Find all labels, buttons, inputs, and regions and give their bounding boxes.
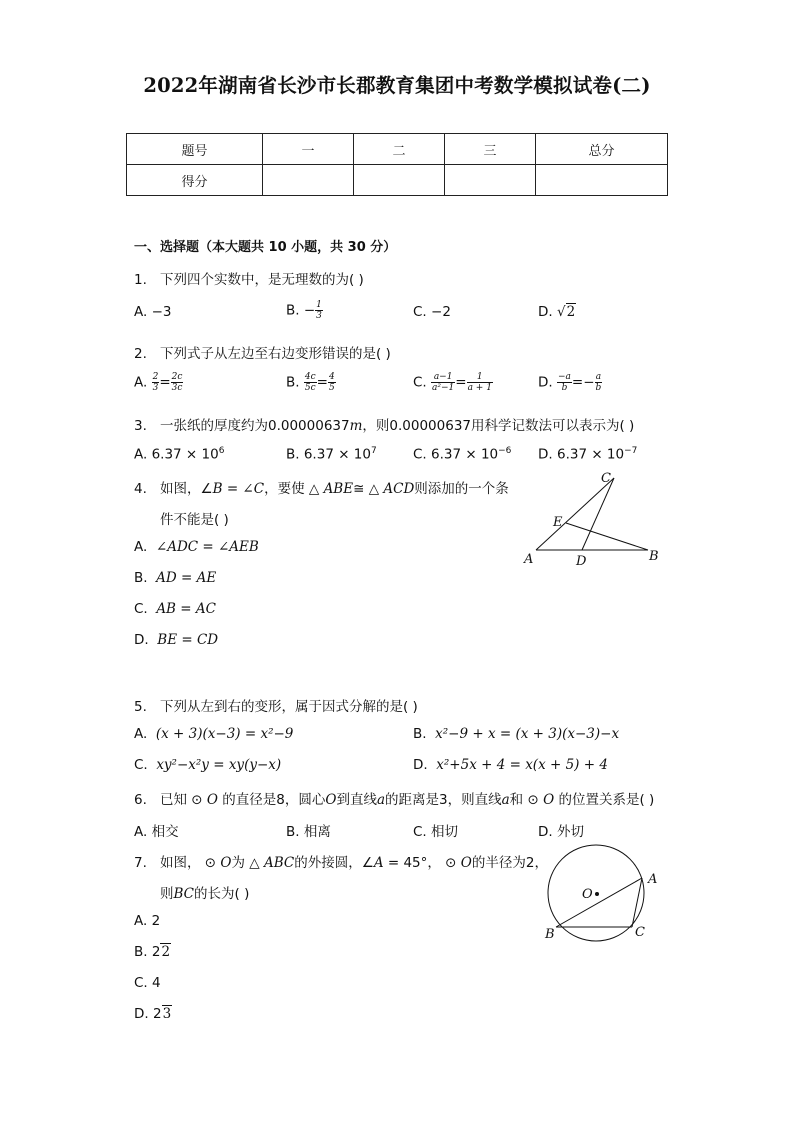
question-5 (134, 695, 418, 715)
center-point (595, 892, 599, 896)
denominator: b (595, 383, 602, 393)
question-7-line2 (160, 882, 249, 902)
q1-option-c: C. −2 (413, 304, 451, 320)
question-number: 5. (134, 699, 147, 715)
math-var: ABC (263, 855, 295, 871)
q5-option-a (134, 726, 293, 742)
question-7 (134, 851, 548, 871)
denominator: a²−1 (432, 383, 455, 393)
q7-option-c: C. 4 (134, 975, 161, 991)
label-b: B (545, 927, 555, 942)
section-title: 一、选择题 (134, 240, 200, 255)
math-var: m (349, 418, 363, 434)
math-var: O (325, 792, 337, 808)
question-text: = 45°， ⊙ (383, 855, 461, 871)
option-text: ∠ADC = ∠AEB (155, 539, 259, 555)
question-number: 6. (134, 792, 147, 808)
numerator: −a (557, 372, 571, 382)
exponent: 7 (370, 446, 377, 456)
section-note: （本大题共 10 小题，共 30 分） (199, 240, 397, 255)
line-eb (566, 523, 648, 550)
math-var: O (460, 855, 472, 871)
math-var: a (376, 792, 386, 808)
question-text: 为 △ (231, 855, 264, 871)
numerator: 4 (328, 372, 335, 382)
question-4-line2: 件不能是( ) (160, 512, 229, 528)
minus-sign: − (583, 374, 595, 391)
numerator: 1 (316, 300, 322, 310)
table-cell: 总分 (536, 134, 668, 165)
q5-option-b (413, 726, 619, 742)
question-text: 则 (160, 886, 174, 902)
radicand: 2 (161, 944, 171, 960)
numerator: 1 (467, 372, 493, 383)
question-text: 的长为( ) (194, 886, 250, 902)
option-text: (x + 3)(x−3) = x²−9 (155, 726, 294, 742)
numerator: 2c (171, 372, 183, 382)
question-text: 的直径是8，圆心 (217, 792, 326, 808)
q6-option-a: A. 相交 (134, 824, 179, 840)
label-a: A (524, 552, 534, 567)
q7-option-b (134, 944, 171, 960)
question-2 (134, 342, 391, 362)
question-text: 的距离是3，则直线 (385, 792, 502, 808)
question-text: ，要使 △ (264, 481, 324, 497)
q6-option-b: B. 相离 (286, 824, 331, 840)
math-var: ABE (323, 481, 354, 497)
option-label: A. (134, 374, 148, 391)
math-var: C (253, 481, 265, 497)
fraction (304, 372, 317, 393)
question-text: ，则0.00000637用科学记数法可以表示为( ) (362, 418, 635, 434)
fraction (467, 372, 493, 393)
option-label: C. (134, 601, 148, 617)
option-label: D. (413, 757, 428, 773)
option-text: C. 6.37 × 10 (413, 446, 499, 463)
question-text: ≅ △ (353, 481, 384, 497)
table-cell (354, 165, 445, 196)
table-cell: 一 (263, 134, 354, 165)
option-label: D. (538, 374, 553, 391)
question-text: 下列从左到右的变形，属于因式分解的是( ) (160, 699, 418, 715)
denominator: b (561, 383, 568, 393)
math-var: O (220, 855, 232, 871)
option-text: B. 6.37 × 10 (286, 446, 371, 463)
radicand: 2 (566, 304, 576, 320)
option-label: B. (413, 726, 427, 742)
option-label: A. (134, 726, 148, 742)
question-text: 下列式子从左边至右边变形错误的是( ) (160, 346, 391, 362)
option-text: BE = CD (157, 632, 219, 648)
q3-option-d (538, 446, 637, 463)
score-table (126, 133, 668, 196)
option-label: D. √ (538, 304, 566, 320)
label-c: C (635, 925, 645, 940)
table-cell: 得分 (127, 165, 263, 196)
option-label: C. (134, 757, 148, 773)
q1-option-a: A. −3 (134, 304, 172, 320)
question-4 (134, 477, 509, 497)
question-text: 如图，∠ (160, 481, 213, 497)
question-text: 的位置关系是( ) (554, 792, 655, 808)
option-text: x²−9 + x = (x + 3)(x−3)−x (435, 726, 620, 742)
option-label: B. − (286, 302, 316, 319)
option-text: x²+5x + 4 = x(x + 5) + 4 (436, 757, 608, 773)
q6-option-d: D. 外切 (538, 824, 584, 840)
option-label: C. (413, 374, 427, 391)
score-table-row (127, 165, 668, 196)
q1-option-d (538, 304, 576, 320)
question-text: 一张纸的厚度约为0.00000637 (160, 418, 350, 434)
fraction (328, 372, 336, 393)
denominator: 3c (171, 383, 183, 393)
question-6 (134, 788, 654, 808)
question-text: 的外接圆，∠ (294, 855, 374, 871)
q7-option-a: A. 2 (134, 913, 161, 929)
exponent: −7 (624, 446, 638, 456)
numerator: 4c (304, 372, 316, 382)
q7-option-d (134, 1006, 172, 1022)
q5-option-d (413, 757, 608, 773)
question-text: = ∠ (222, 481, 254, 497)
fraction (315, 300, 323, 321)
question-number: 3. (134, 418, 147, 434)
math-var: a (501, 792, 510, 808)
q6-option-c: C. 相切 (413, 824, 459, 840)
table-cell (445, 165, 536, 196)
denominator: 5c (304, 383, 316, 393)
option-label: D. (134, 632, 149, 648)
equals-sign: = (316, 374, 328, 391)
question-number: 4. (134, 481, 147, 497)
label-e: E (553, 515, 563, 530)
math-var: B (212, 481, 223, 497)
table-cell: 题号 (127, 134, 263, 165)
label-o: O (582, 887, 593, 902)
fraction (595, 372, 603, 393)
numerator: a−1 (431, 372, 455, 383)
numerator: a (595, 372, 602, 382)
equals-sign: = (159, 374, 171, 391)
q2-option-b (286, 372, 336, 393)
option-label: D. 2 (134, 1006, 162, 1022)
q1-option-b (286, 300, 323, 321)
question-number: 2. (134, 346, 147, 362)
q4-option-a (134, 539, 259, 555)
question-number: 7. (134, 855, 147, 871)
option-label: B. (134, 570, 148, 586)
q2-option-a (134, 372, 183, 393)
q2-option-d (538, 372, 602, 393)
question-text: 已知 ⊙ (160, 792, 207, 808)
circle-figure-q7 (540, 840, 665, 945)
q3-option-b (286, 446, 377, 463)
math-var: ACD (383, 481, 415, 497)
option-text: A. 6.37 × 10 (134, 446, 219, 463)
denominator: a + 1 (467, 383, 492, 393)
equals-sign: = (571, 374, 584, 391)
math-var: BC (173, 886, 195, 902)
triangle-figure-q4 (520, 468, 665, 573)
q4-option-d (134, 632, 218, 648)
option-text: xy²−x²y = xy(y−x) (156, 757, 282, 773)
line-ab (556, 878, 642, 927)
question-3 (134, 414, 634, 434)
q3-option-c (413, 446, 511, 463)
label-a: A (648, 872, 658, 887)
denominator: 3 (152, 383, 159, 393)
math-var: O (543, 792, 555, 808)
equals-sign: = (455, 374, 467, 391)
score-table-header (127, 134, 668, 165)
q4-option-b (134, 570, 216, 586)
exponent: −6 (498, 446, 512, 456)
option-text: AD = AE (156, 570, 217, 586)
option-text: D. 6.37 × 10 (538, 446, 625, 463)
line-ca (632, 878, 642, 927)
math-var: O (206, 792, 218, 808)
page-title: 2022年湖南省长沙市长郡教育集团中考数学模拟试卷(二) (143, 74, 651, 97)
exponent: 6 (218, 446, 225, 456)
option-label: A. (134, 539, 148, 555)
question-text: 和 ⊙ (509, 792, 544, 808)
math-var: A (373, 855, 384, 871)
question-text: 到直线 (336, 792, 377, 808)
radicand: 3 (162, 1006, 172, 1022)
label-c: C (601, 471, 611, 486)
numerator: 2 (152, 372, 159, 382)
line-ac (536, 478, 614, 550)
question-1 (134, 268, 364, 288)
question-text: 的半径为2， (471, 855, 548, 871)
q2-option-c (413, 372, 493, 393)
question-number: 1. (134, 272, 147, 288)
line-cd (582, 478, 614, 550)
denominator: 5 (328, 383, 335, 393)
question-text: 则添加的一个条 (414, 481, 509, 497)
denominator: 3 (316, 311, 322, 321)
question-text: 如图， ⊙ (160, 855, 221, 871)
table-cell: 三 (445, 134, 536, 165)
table-cell (263, 165, 354, 196)
option-text: AB = AC (156, 601, 216, 617)
option-label: B. (286, 374, 300, 391)
label-b: B (649, 549, 659, 564)
section-heading (134, 236, 396, 255)
table-cell (536, 165, 668, 196)
fraction (171, 372, 184, 393)
question-text: 下列四个实数中，是无理数的为( ) (160, 272, 364, 288)
q5-option-c (134, 757, 281, 773)
fraction (431, 372, 455, 393)
fraction (557, 372, 572, 393)
table-cell: 二 (354, 134, 445, 165)
option-label: B. 2 (134, 944, 161, 960)
q3-option-a (134, 446, 224, 463)
q4-option-c (134, 601, 216, 617)
label-d: D (576, 554, 587, 569)
